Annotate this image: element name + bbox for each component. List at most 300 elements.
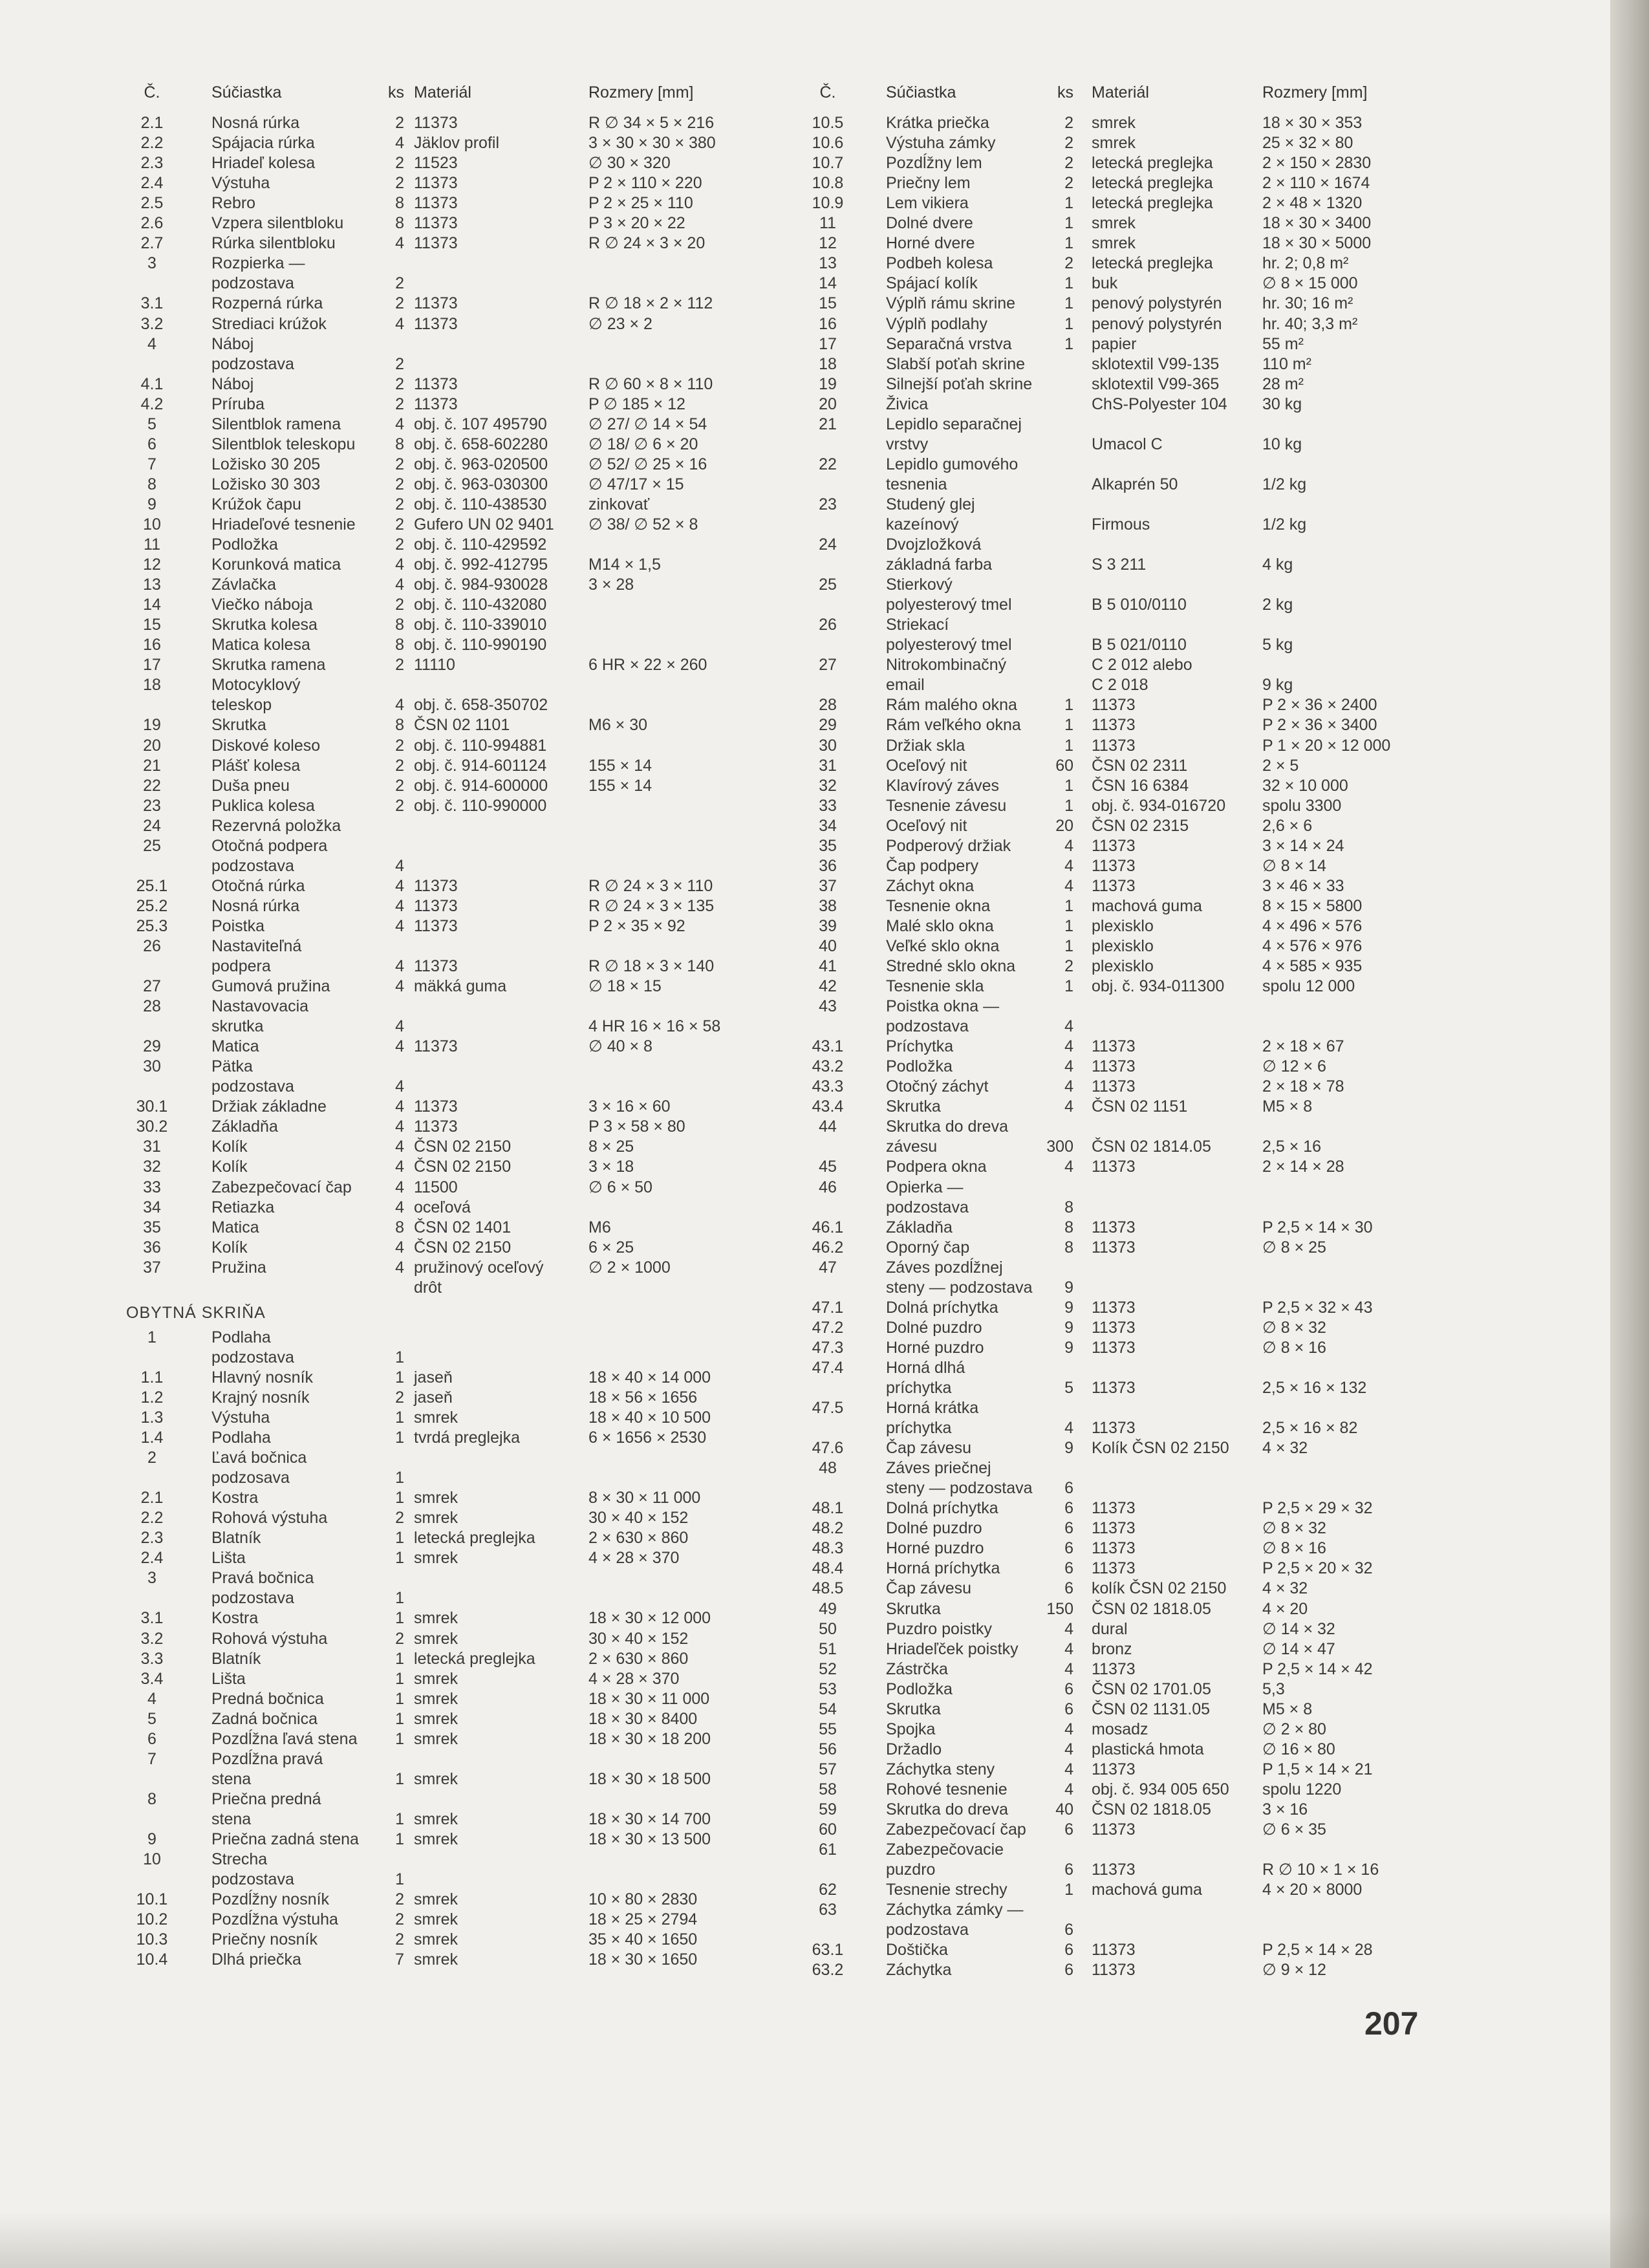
item-number: 8 <box>147 475 156 493</box>
material: B 5 021/0110 <box>1092 636 1187 654</box>
table-row <box>802 615 1449 635</box>
part-name: kazeínový <box>886 515 959 534</box>
quantity: 2 <box>395 1930 404 1949</box>
part-name: Výstuha <box>211 1409 270 1427</box>
header-quantity: ks <box>388 83 404 102</box>
table-row <box>802 896 1449 916</box>
table-row <box>802 1037 1449 1057</box>
part-name: Veľké sklo okna <box>886 936 1000 955</box>
item-number: 1.2 <box>140 1388 164 1407</box>
quantity: 1 <box>1064 274 1073 293</box>
item-number: 48 <box>819 1459 837 1478</box>
table-row <box>802 1539 1449 1559</box>
table-row <box>126 1037 799 1057</box>
part-name: podzostava <box>211 1348 294 1366</box>
dimensions: 18 × 30 × 12 000 <box>588 1609 711 1628</box>
part-name: Rohová výstuha <box>211 1509 328 1528</box>
part-name: Oceľový nit <box>886 756 967 775</box>
header-material: Materiál <box>414 83 471 102</box>
dimensions: P 2 × 35 × 92 <box>588 916 685 935</box>
material: ČSN 16 6384 <box>1092 776 1189 795</box>
material: smrek <box>414 1729 458 1748</box>
quantity: 1 <box>1064 1881 1073 1899</box>
quantity: 8 <box>395 616 404 634</box>
table-row <box>126 1178 799 1198</box>
material: 11373 <box>414 1037 458 1056</box>
item-number: 18 <box>143 676 161 695</box>
dimensions: M5 × 8 <box>1262 1700 1313 1718</box>
dimensions: P 2 × 110 × 220 <box>588 174 702 193</box>
item-number: 3 <box>147 1569 156 1588</box>
material: smrek <box>414 1629 458 1648</box>
quantity: 9 <box>1064 1318 1073 1337</box>
quantity: 4 <box>395 1258 404 1277</box>
table-row <box>802 415 1449 435</box>
material: bronz <box>1092 1639 1132 1658</box>
table-row <box>126 1608 799 1628</box>
quantity: 2 <box>395 1509 404 1528</box>
quantity: 4 <box>395 1198 404 1216</box>
material: plexisklo <box>1092 916 1154 935</box>
material: obj. č. 658-350702 <box>414 696 548 715</box>
material: smrek <box>414 1809 458 1828</box>
quantity: 2 <box>395 535 404 554</box>
quantity: 4 <box>395 134 404 153</box>
part-name: Držiak základne <box>211 1097 327 1116</box>
dimensions: ∅ 12 × 6 <box>1262 1057 1326 1076</box>
part-name: podpera <box>211 957 271 976</box>
table-row <box>126 1629 799 1649</box>
table-row <box>126 415 799 435</box>
item-number: 20 <box>143 736 161 755</box>
table-row <box>126 856 799 876</box>
dimensions: 28 m² <box>1262 374 1304 393</box>
item-number: 11 <box>144 535 160 554</box>
quantity: 6 <box>1064 1499 1073 1518</box>
item-number: 25.2 <box>136 896 168 915</box>
material: tvrdá preglejka <box>414 1429 520 1447</box>
material: B 5 010/0110 <box>1092 596 1187 614</box>
part-name: Skrutka <box>886 1599 941 1618</box>
dimensions: P 2,5 × 32 × 43 <box>1262 1298 1373 1317</box>
material: dural <box>1092 1619 1128 1638</box>
part-name: Pätka <box>211 1057 253 1076</box>
table-row <box>126 1769 799 1789</box>
dimensions: 4 × 585 × 935 <box>1262 957 1363 976</box>
quantity: 4 <box>395 234 404 253</box>
quantity: 2 <box>395 796 404 815</box>
item-number: 58 <box>819 1780 837 1798</box>
quantity: 4 <box>395 896 404 915</box>
quantity: 1 <box>1064 696 1073 715</box>
table-row <box>802 736 1449 756</box>
item-number: 38 <box>819 896 837 915</box>
material: penový polystyrén <box>1092 314 1222 333</box>
table-row <box>802 294 1449 314</box>
item-number: 22 <box>143 776 161 795</box>
dimensions: P 2 × 36 × 2400 <box>1262 696 1377 715</box>
part-name: Retiazka <box>211 1198 275 1216</box>
material: obj. č. 110-432080 <box>414 596 547 614</box>
item-number: 46.1 <box>812 1218 844 1237</box>
part-name: Nosná rúrka <box>211 896 300 915</box>
part-name: Priečna zadná stena <box>211 1830 359 1848</box>
material: 11373 <box>414 1118 458 1136</box>
material: letecká preglejka <box>1092 254 1213 273</box>
part-name: podzostava <box>886 1921 969 1939</box>
item-number: 47.1 <box>812 1298 844 1317</box>
dimensions: ∅ 16 × 80 <box>1262 1740 1335 1758</box>
part-name: Zástrčka <box>886 1659 948 1678</box>
table-row <box>126 997 799 1017</box>
table-row <box>802 916 1449 936</box>
material: Firmous <box>1092 515 1150 534</box>
dimensions: 18 × 30 × 1650 <box>588 1950 698 1969</box>
table-row <box>126 1709 799 1729</box>
table-row <box>802 555 1449 575</box>
dimensions: P 2 × 25 × 110 <box>588 194 693 213</box>
dimensions: ∅ 14 × 32 <box>1262 1619 1335 1638</box>
right-parts-table <box>802 83 1449 1980</box>
table-row <box>802 1700 1449 1720</box>
item-number: 2.1 <box>140 114 164 133</box>
table-row <box>126 896 799 916</box>
part-name: Priečna predná <box>211 1789 321 1808</box>
table-row <box>802 1639 1449 1659</box>
item-number: 33 <box>143 1178 161 1196</box>
dimensions: ∅ 8 × 32 <box>1262 1318 1326 1337</box>
part-name: Lepidlo separačnej <box>886 415 1022 433</box>
part-name: Skrutka kolesa <box>211 616 318 634</box>
dimensions: 1/2 kg <box>1262 475 1307 493</box>
part-name: Slabší poťah skrine <box>886 354 1026 373</box>
dimensions: ∅ 47/17 × 15 <box>588 475 684 493</box>
item-number: 48.3 <box>812 1539 844 1558</box>
item-number: 30.1 <box>136 1097 168 1116</box>
item-number: 43.2 <box>812 1057 844 1076</box>
material: 11373 <box>1092 1499 1136 1518</box>
table-row <box>802 1338 1449 1358</box>
part-name: Plášť kolesa <box>211 756 301 775</box>
part-name: Základňa <box>886 1218 953 1237</box>
material: Alkaprén 50 <box>1092 475 1178 493</box>
material: letecká preglejka <box>1092 154 1213 173</box>
material: 11373 <box>414 314 458 333</box>
item-number: 42 <box>819 977 837 996</box>
quantity: 1 <box>395 1529 404 1548</box>
item-number: 2.7 <box>140 234 164 253</box>
part-name: Studený glej <box>886 495 975 513</box>
table-row <box>126 1368 799 1388</box>
quantity: 2 <box>1064 254 1073 273</box>
part-name: Tesnenie závesu <box>886 796 1007 815</box>
item-number: 8 <box>147 1789 156 1808</box>
part-name: Dolné puzdro <box>886 1519 982 1538</box>
part-name: podzostava <box>886 1198 969 1216</box>
dimensions: ∅ 8 × 32 <box>1262 1519 1326 1538</box>
material: 11373 <box>414 114 458 133</box>
part-name: Priečny nosník <box>211 1930 318 1949</box>
table-row <box>802 1940 1449 1960</box>
part-name: Nitrokombinačný <box>886 656 1007 675</box>
part-name: Krúžok čapu <box>211 495 301 513</box>
material: penový polystyrén <box>1092 294 1222 313</box>
material: obj. č. 934-016720 <box>1092 796 1226 815</box>
table-row <box>802 314 1449 334</box>
item-number: 12 <box>143 556 161 574</box>
table-row <box>126 193 799 213</box>
part-name: Zabezpečovacie <box>886 1841 1004 1859</box>
dimensions: 18 × 30 × 13 500 <box>588 1830 711 1848</box>
part-name: Rohová výstuha <box>211 1629 328 1648</box>
table-row <box>802 1057 1449 1077</box>
quantity: 2 <box>395 1388 404 1407</box>
quantity: 4 <box>1064 836 1073 855</box>
item-number: 10.7 <box>812 154 844 173</box>
material: ČSN 02 1101 <box>414 716 510 735</box>
table-row <box>802 535 1449 555</box>
table-row <box>126 1097 799 1117</box>
table-row <box>126 1328 799 1348</box>
material: smrek <box>1092 214 1136 233</box>
item-number: 3.1 <box>140 1609 164 1628</box>
table-row <box>802 756 1449 776</box>
item-number: 7 <box>147 1749 156 1768</box>
material: 11373 <box>1092 1218 1136 1237</box>
quantity: 1 <box>395 1609 404 1628</box>
quantity: 6 <box>1064 1559 1073 1578</box>
material: 11373 <box>414 896 458 915</box>
item-number: 51 <box>819 1639 837 1658</box>
part-name: podzostava <box>211 1589 294 1608</box>
header-material: Materiál <box>1092 83 1149 102</box>
table-row <box>126 575 799 595</box>
dimensions: 18 × 30 × 3400 <box>1262 214 1372 233</box>
dimensions: 6 × 1656 × 2530 <box>588 1429 707 1447</box>
quantity: 4 <box>395 1138 404 1156</box>
table-row <box>802 1498 1449 1518</box>
table-row <box>802 1178 1449 1198</box>
part-name: Matica kolesa <box>211 636 310 654</box>
item-number: 63.2 <box>812 1961 844 1980</box>
part-name: Čap podpery <box>886 856 979 875</box>
quantity: 1 <box>1064 977 1073 996</box>
table-row <box>126 394 799 415</box>
quantity: 4 <box>1064 856 1073 875</box>
part-name: Nastaviteľná <box>211 936 302 955</box>
table-row <box>126 956 799 977</box>
table-row <box>802 173 1449 193</box>
part-name: Krajný nosník <box>211 1388 310 1407</box>
table-row <box>126 294 799 314</box>
item-number: 59 <box>819 1800 837 1819</box>
table-row <box>802 254 1449 274</box>
quantity: 2 <box>395 154 404 173</box>
dimensions: 18 × 30 × 14 700 <box>588 1809 711 1828</box>
quantity: 4 <box>395 696 404 715</box>
material: 11373 <box>1092 1659 1136 1678</box>
table-row <box>802 715 1449 735</box>
part-name: podzostava <box>211 1077 294 1096</box>
part-name: Záves priečnej <box>886 1459 991 1478</box>
part-name: Rúrka silentbloku <box>211 234 336 253</box>
table-row <box>126 1830 799 1850</box>
item-number: 12 <box>819 234 837 253</box>
dimensions: 155 × 14 <box>588 776 652 795</box>
item-number: 49 <box>819 1599 837 1618</box>
table-row <box>126 916 799 936</box>
table-row <box>802 495 1449 515</box>
dimensions: R ∅ 10 × 1 × 16 <box>1262 1861 1379 1879</box>
quantity: 8 <box>395 435 404 453</box>
material: ČSN 02 2150 <box>414 1138 512 1156</box>
table-row <box>802 1740 1449 1760</box>
item-number: 47.6 <box>812 1439 844 1458</box>
part-name: Strecha <box>211 1850 268 1869</box>
part-name: Pozdĺžna ľavá stena <box>211 1729 358 1748</box>
part-name: Rozpierka — <box>211 254 305 273</box>
material: smrek <box>414 1409 458 1427</box>
table-row <box>802 274 1449 294</box>
dimensions: 9 kg <box>1262 676 1293 695</box>
part-name: polyesterový tmel <box>886 636 1012 654</box>
table-row <box>802 1659 1449 1679</box>
dimensions: ∅ 8 × 15 000 <box>1262 274 1358 293</box>
part-name: Zabezpečovací čap <box>211 1178 352 1196</box>
table-row <box>802 1398 1449 1418</box>
table-row <box>802 1559 1449 1579</box>
part-name: Výplň podlahy <box>886 314 988 333</box>
quantity: 4 <box>395 314 404 333</box>
part-name: Lem vikiera <box>886 194 969 213</box>
quantity: 4 <box>1064 1780 1073 1798</box>
dimensions: ∅ 18/ ∅ 6 × 20 <box>588 435 698 453</box>
material: obj. č. 110-429592 <box>414 535 547 554</box>
table-row <box>802 213 1449 233</box>
part-name: Dolné dvere <box>886 214 973 233</box>
material: 11373 <box>1092 1519 1136 1538</box>
item-number: 47.2 <box>812 1318 844 1337</box>
material: ČSN 02 1131.05 <box>1092 1700 1210 1718</box>
item-number: 48.4 <box>812 1559 844 1578</box>
dimensions: 18 × 25 × 2794 <box>588 1910 698 1929</box>
item-number: 1.3 <box>140 1409 164 1427</box>
dimensions: ∅ 2 × 1000 <box>588 1258 671 1277</box>
dimensions: 3 × 28 <box>588 576 634 594</box>
dimensions: 10 kg <box>1262 435 1302 453</box>
table-row <box>802 655 1449 675</box>
item-number: 2.6 <box>140 214 164 233</box>
item-number: 46 <box>819 1178 837 1196</box>
part-name: Záchytka <box>886 1961 952 1980</box>
part-name: Skrutka <box>211 716 266 735</box>
part-name: teleskop <box>211 696 272 715</box>
part-name: Záchyt okna <box>886 876 975 895</box>
dimensions: 110 m² <box>1262 354 1311 373</box>
material: 11500 <box>414 1178 458 1196</box>
item-number: 1.4 <box>140 1429 164 1447</box>
part-name: Výstuha zámky <box>886 134 996 153</box>
part-name: Podbeh kolesa <box>886 254 993 273</box>
item-number: 7 <box>147 455 156 473</box>
item-number: 4 <box>147 1689 156 1708</box>
dimensions: hr. 2; 0,8 m² <box>1262 254 1349 273</box>
dimensions: 18 × 30 × 11 000 <box>588 1689 710 1708</box>
part-name: Hriadeľček poistky <box>886 1639 1018 1658</box>
material: smrek <box>1092 234 1136 253</box>
part-name: Nastavovacia <box>211 997 309 1016</box>
quantity: 1 <box>395 1870 404 1889</box>
dimensions: 4 × 28 × 370 <box>588 1669 680 1688</box>
item-number: 20 <box>819 394 837 413</box>
part-name: Živica <box>886 394 929 413</box>
table-row <box>126 635 799 655</box>
material: smrek <box>414 1689 458 1708</box>
quantity: 6 <box>1064 1579 1073 1598</box>
item-number: 43 <box>819 997 837 1016</box>
material: 11373 <box>1092 836 1136 855</box>
quantity: 2 <box>395 174 404 193</box>
item-number: 5 <box>147 415 156 433</box>
dimensions: 18 × 30 × 18 500 <box>588 1769 711 1788</box>
table-row <box>802 113 1449 133</box>
item-number: 32 <box>819 776 837 795</box>
table-row <box>126 756 799 776</box>
dimensions: 2 × 630 × 860 <box>588 1649 689 1668</box>
material: obj. č. 934-011300 <box>1092 977 1225 996</box>
quantity: 4 <box>1064 1017 1073 1036</box>
item-number: 16 <box>819 314 837 333</box>
item-number: 13 <box>143 576 161 594</box>
table-row <box>802 776 1449 796</box>
material: 11373 <box>414 957 458 976</box>
table-row <box>802 956 1449 977</box>
part-name: steny — podzostava <box>886 1278 1033 1297</box>
material: 11373 <box>414 214 458 233</box>
part-name: Výstuha <box>211 174 270 193</box>
dimensions: ∅ 30 × 320 <box>588 154 671 173</box>
material: mäkká guma <box>414 977 507 996</box>
material: 11373 <box>414 294 458 313</box>
quantity: 1 <box>395 1348 404 1366</box>
item-number: 17 <box>143 656 161 675</box>
quantity: 8 <box>395 716 404 735</box>
dimensions: 2 × 14 × 28 <box>1262 1158 1344 1176</box>
material: letecká preglejka <box>414 1529 535 1548</box>
dimensions: 2 × 18 × 78 <box>1262 1077 1344 1096</box>
quantity: 4 <box>1064 1740 1073 1758</box>
material: ČSN 02 1818.05 <box>1092 1599 1211 1618</box>
part-name: Horná dlhá <box>886 1358 965 1377</box>
part-name: Striekací <box>886 616 949 634</box>
table-row <box>802 354 1449 374</box>
dimensions: P ∅ 185 × 12 <box>588 394 685 413</box>
table-row <box>126 776 799 796</box>
dimensions: hr. 40; 3,3 m² <box>1262 314 1358 333</box>
header-spacer <box>802 103 1449 113</box>
quantity: 1 <box>395 1549 404 1568</box>
quantity: 6 <box>1064 1479 1073 1498</box>
part-name: Držiak skla <box>886 736 965 755</box>
table-row <box>126 475 799 495</box>
dimensions: 4 × 32 <box>1262 1439 1308 1458</box>
left-parts-table <box>126 83 799 1970</box>
item-number: 13 <box>819 254 837 273</box>
item-number: 63.1 <box>812 1941 844 1960</box>
table-row <box>802 1900 1449 1920</box>
item-number: 30 <box>819 736 837 755</box>
table-row <box>126 314 799 334</box>
